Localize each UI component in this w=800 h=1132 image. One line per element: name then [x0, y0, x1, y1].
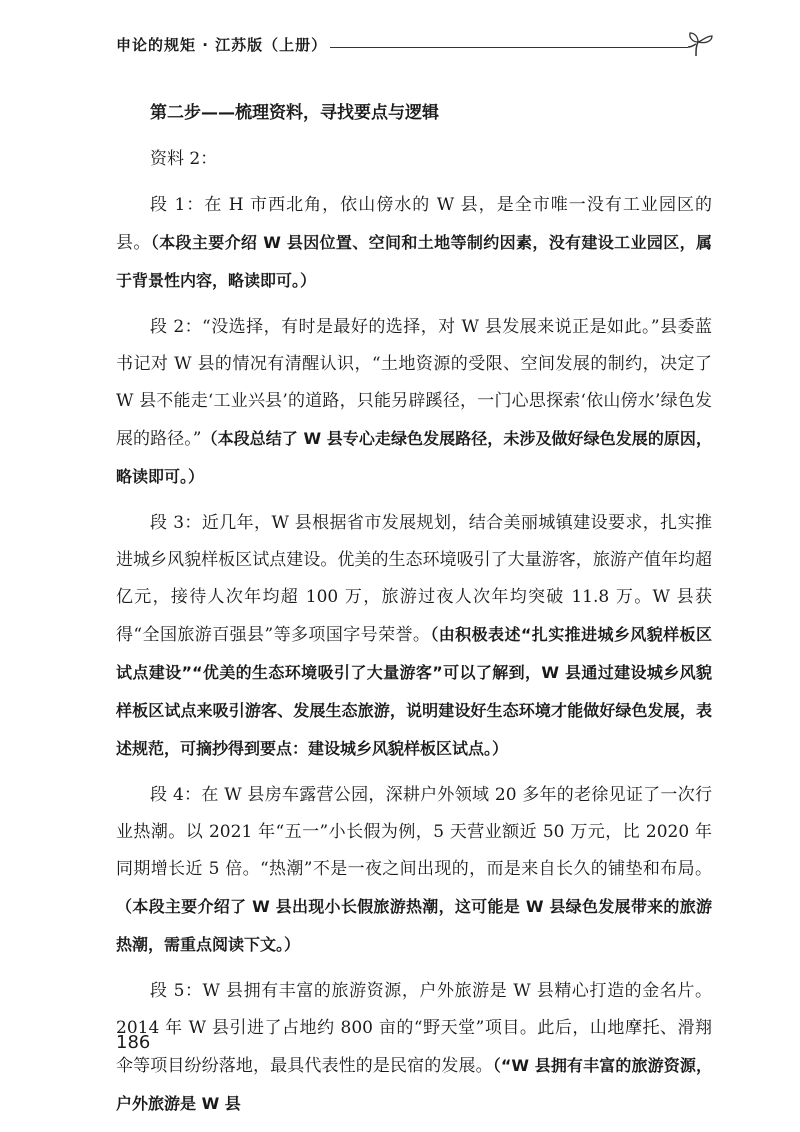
material-label: 资料 2： — [150, 149, 218, 169]
header-rule — [330, 47, 688, 48]
paragraph-5-note: （“W 县拥有丰富的旅游资源，户外旅游是 W 县 — [116, 1056, 712, 1113]
paragraph-3 — [116, 505, 712, 768]
paragraph-3-note: （由积极表述“扎实推进城乡风貌样板区试点建设”“优美的生态环境吸引了大量游客”可以了解到，W 县通过建设城乡风貌样板区试点来吸引游客、发展生态旅游，说明建设好生态环境才能做好绿色发展，表述规范，可摘抄得到要点：建设城乡风貌样板区试点。） — [116, 625, 712, 758]
paragraph-5 — [116, 973, 712, 1123]
paragraph-1-text: 段 1：在 H 市西北角，依山傍水的 W 县，是全市唯一没有工业园区的县。 — [116, 195, 712, 253]
paragraph-1-note: （本段主要介绍 W 县因位置、空间和土地等制约因素，没有建设工业园区，属于背景性内容，略读即可。） — [116, 233, 712, 290]
page-body — [116, 95, 712, 1132]
paragraph-4 — [116, 777, 712, 964]
paragraph-4-note: （本段主要介绍了 W 县出现小长假旅游热潮，这可能是 W 县绿色发展带来的旅游热潮，需重点阅读下文。） — [116, 897, 712, 954]
sprout-icon — [682, 30, 722, 60]
paragraph-2 — [116, 309, 712, 496]
running-header — [116, 30, 726, 60]
paragraph-3-text: 段 3：近几年，W 县根据省市发展规划，结合美丽城镇建设要求，扎实推进城乡风貌样板区试点建设。优美的生态环境吸引了大量游客，旅游产值年均超亿元，接待人次年均超 100 万，旅游过夜人次年均突破 11.8 万。W 县获得“全国旅游百强县”等多项国字号荣誉。 — [116, 513, 712, 645]
paragraph-5-text: 段 5：W 县拥有丰富的旅游资源，户外旅游是 W 县精心打造的金名片。2014 年 W 县引进了占地约 800 亩的“野天堂”项目。此后，山地摩托、滑翔伞等项目纷纷落地，最具代表性的是民宿的发展。 — [116, 981, 712, 1076]
paragraph-1 — [116, 187, 712, 300]
paragraph-2-note: （本段总结了 W 县专心走绿色发展路径，未涉及做好绿色发展的原因，略读即可。） — [116, 429, 712, 486]
paragraph-2-text: 段 2：“没选择，有时是最好的选择，对 W 县发展来说正是如此。”县委蓝书记对 W 县的情况有清醒认识，“土地资源的受限、空间发展的制约，决定了 W 县不能走‘工业兴县’的道路，只能另辟蹊径，一门心思探索‘依山傍水’绿色发展的路径。” — [116, 317, 712, 449]
page-number: 186 — [116, 1032, 151, 1053]
paragraph-4-text: 段 4：在 W 县房车露营公园，深耕户外领域 20 多年的老徐见证了一次行业热潮。以 2021 年“五一”小长假为例，5 天营业额近 50 万元，比 2020 年同期增长近 5 倍。“热潮”不是一夜之间出现的，而是来自长久的铺垫和布局。 — [116, 785, 712, 879]
book-title: 申论的规矩 · 江苏版（上册） — [116, 36, 328, 54]
section-heading: 第二步——梳理资料，寻找要点与逻辑 — [150, 103, 439, 123]
